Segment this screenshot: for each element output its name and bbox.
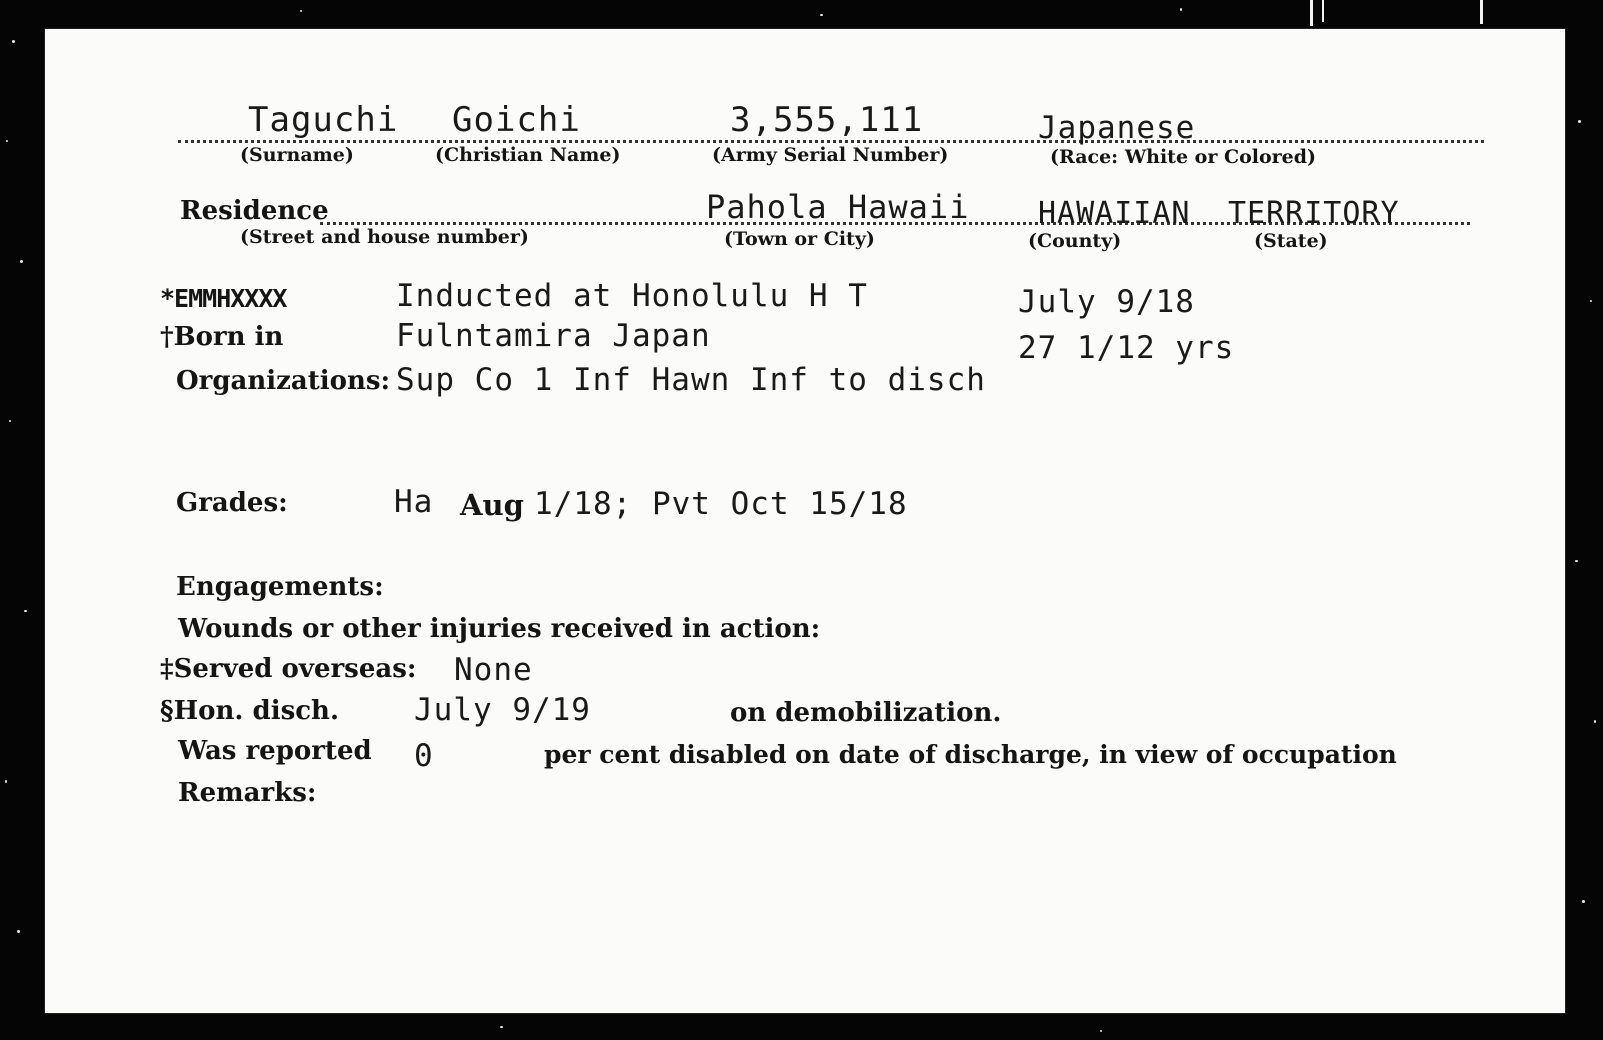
disability-label: Was reported [178,736,372,766]
name-dotted-line [178,140,1484,143]
wounds-label: Wounds or other injuries received in action: [178,614,821,644]
overseas-value: None [454,652,533,688]
born-label: †Born in [160,322,284,352]
county-value: HAWAIIAN [1038,196,1191,231]
grades-prefix: Ha [394,484,434,520]
discharge-label: §Hon. disch. [160,696,339,726]
induction-date: July 9/18 [1018,284,1195,320]
race-caption: (Race: White or Colored) [1050,146,1317,168]
discharge-suffix: on demobilization. [730,698,1002,728]
disability-suffix: per cent disabled on date of discharge, in view of occupation [544,740,1397,769]
serial-number-caption: (Army Serial Number) [712,144,949,166]
disability-value: 0 [414,738,434,774]
organizations-label: Organizations: [176,366,391,396]
born-value: Fulntamira Japan [396,318,711,354]
service-record-card [44,28,1566,1014]
organizations-value: Sup Co 1 Inf Hawn Inf to disch [396,362,986,398]
state-caption: (State) [1254,230,1328,252]
grades-label: Grades: [176,488,288,518]
grades-overstrike: Aug [460,488,524,522]
race-value: Japanese [1038,110,1196,146]
surname-caption: (Surname) [240,144,354,166]
christian-name-caption: (Christian Name) [435,144,621,166]
residence-label: Residence [180,196,329,226]
state-value: TERRITORY [1228,196,1400,231]
overseas-label: ‡Served overseas: [160,654,417,684]
town-caption: (Town or City) [724,228,875,250]
age-value: 27 1/12 yrs [1018,330,1235,366]
street-caption: (Street and house number) [240,226,529,248]
serial-number-value: 3,555,111 [730,100,924,140]
discharge-date: July 9/19 [414,692,591,728]
remarks-label: Remarks: [178,778,317,808]
christian-name-value: Goichi [452,100,581,140]
induction-value: Inducted at Honolulu H T [396,278,868,314]
surname-value: Taguchi [248,100,399,140]
grades-value: 1/18; Pvt Oct 15/18 [534,486,908,522]
county-caption: (County) [1028,230,1122,252]
induction-label: *EMMHXXXX [160,284,287,313]
town-value: Pahola Hawaii [706,188,970,226]
engagements-label: Engagements: [176,572,384,602]
